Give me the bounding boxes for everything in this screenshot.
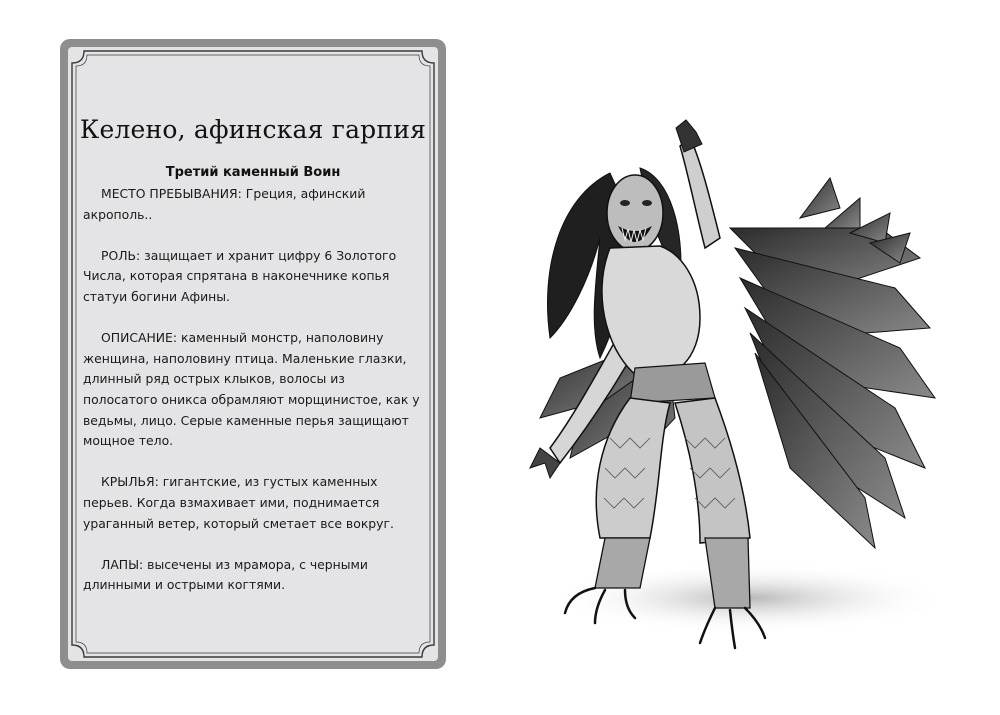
section-text: Греция, афинский акрополь..: [83, 186, 366, 222]
card-body: [83, 184, 423, 616]
section-text: гигантские, из густых каменных перьев. Когда взмахивает ими, поднимается ураганный ветер, который сметает все вокруг.: [83, 474, 394, 531]
section-description: [83, 328, 423, 452]
section-text: каменный монстр, наполовину женщина, наполовину птица. Маленькие глазки, длинный ряд острых клыков, волосы из полосатого оникса обрамляют морщинистое, как у ведьмы, лицо. Серые каменные перья защищают мощное тело.: [83, 330, 420, 449]
section-role: [83, 246, 423, 308]
section-location: [83, 184, 423, 225]
section-text: защищает и хранит цифру 6 Золотого Числа, которая спрятана в наконечнике копья статуи богини Афины.: [83, 247, 397, 304]
card-title: Келено, афинская гарпия: [79, 115, 427, 144]
section-label: ЛАПЫ:: [101, 556, 144, 572]
section-wings: [83, 472, 423, 534]
section-label: ОПИСАНИЕ:: [101, 330, 178, 346]
section-label: КРЫЛЬЯ:: [101, 474, 159, 490]
section-label: РОЛЬ:: [101, 247, 141, 263]
section-label: МЕСТО ПРЕБЫВАНИЯ:: [101, 186, 242, 201]
section-text: высечены из мрамора, с черными длинными и острыми когтями.: [83, 556, 368, 593]
section-paws: [83, 555, 423, 596]
harpy-illustration: [500, 118, 970, 678]
card-subtitle: Третий каменный Воин: [165, 165, 341, 180]
